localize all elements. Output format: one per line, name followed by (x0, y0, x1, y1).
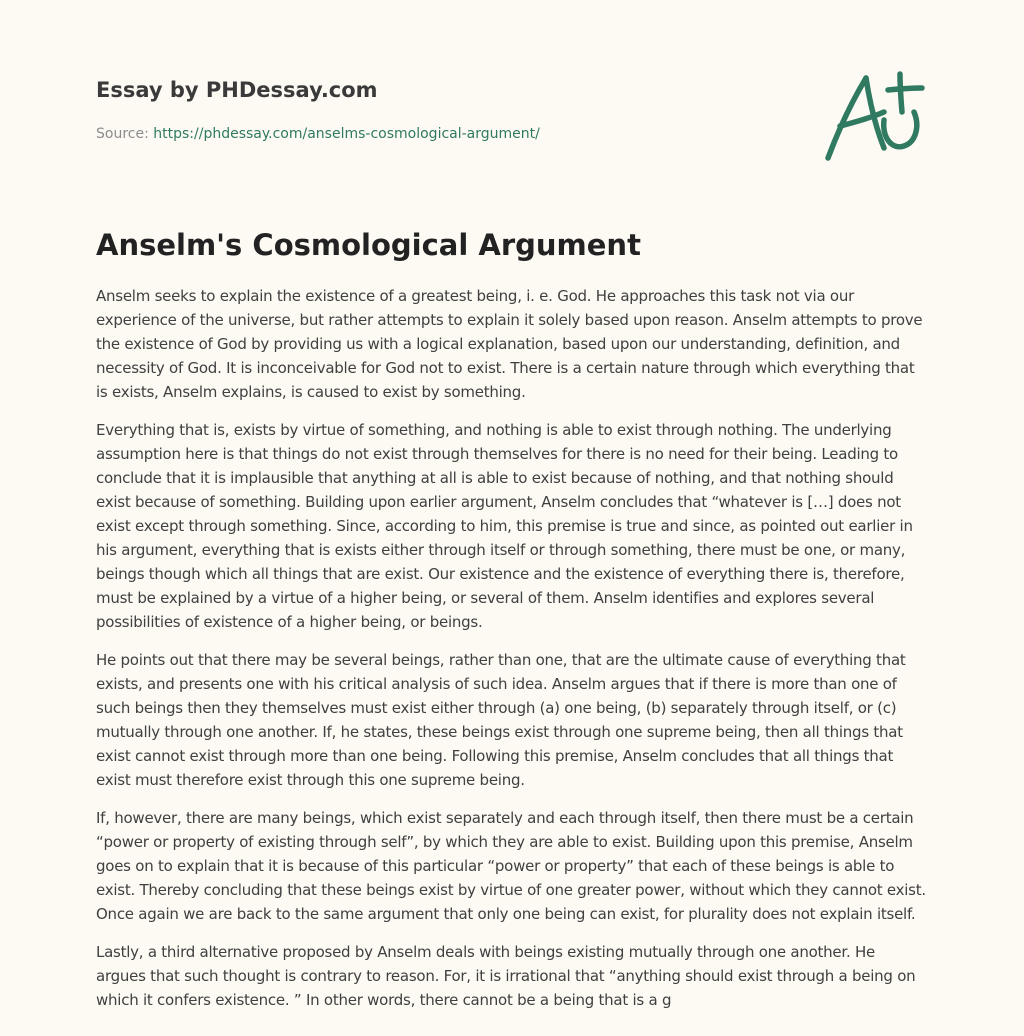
source-link[interactable]: https://phdessay.com/anselms-cosmological-argument/ (153, 126, 540, 142)
essay-body (96, 284, 928, 1036)
site-header (96, 76, 796, 144)
source-label: Source: (96, 126, 154, 142)
essay-title: Anselm's Cosmological Argument (96, 228, 641, 262)
a-plus-grade-icon (818, 66, 928, 166)
essay-paragraph: Everything that is, exists by virtue of something, and nothing is able to exist through nothing. The underlying assumption here is that things do not exist through themselves for there is no need for their being. Leading to conclude that it is implausible that anything at all is able to exist because of nothing, and that nothing should exist because of something. Building upon earlier argument, Anselm concludes that “whatever is […] does not exist except through something. Since, according to him, this premise is true and since, as pointed out earlier in his argument, everything that is exists either through itself or through something, there must be one, or many, beings though which all things that are exist. Our existence and the existence of everything there is, therefore, must be explained by a virtue of a higher being, or several of them. Anselm identifies and explores several possibilities of existence of a higher being, or beings. (96, 421, 913, 631)
essay-paragraph: Anselm seeks to explain the existence of a greatest being, i. e. God. He approaches this task not via our experience of the universe, but rather attempts to explain it solely based upon reason. Anselm attempts to prove the existence of God by providing us with a logical explanation, based upon our understanding, definition, and necessity of God. It is inconceivable for God not to exist. There is a certain nature through which everything that is exists, Anselm explains, is caused to exist by something. (96, 287, 923, 401)
essay-paragraph: He points out that there may be several beings, rather than one, that are the ultimate cause of everything that exists, and presents one with his critical analysis of such idea. Anselm argues that if there is more than one of such beings then they themselves must exist either through (a) one being, (b) separately through itself, or (c) mutually through one another. If, he states, these beings exist through one supreme being, then all things that exist cannot exist through more than one being. Following this premise, Anselm concludes that all things that exist must therefore exist through this one supreme being. (96, 651, 906, 789)
source-line (96, 124, 796, 144)
essay-paragraph: If, however, there are many beings, which exist separately and each through itself, then there must be a certain “power or property of existing through self”, by which they are able to exist. Building upon this premise, Anselm goes on to explain that it is because of this particular “power or property” that each of these beings is able to exist. Thereby concluding that these beings exist by virtue of one greater power, without which they cannot exist. Once again we are back to the same argument that only one being can exist, for plurality does not explain itself. (96, 809, 926, 923)
site-brand: Essay by PHDessay.com (96, 78, 378, 102)
essay-paragraph: Lastly, a third alternative proposed by Anselm deals with beings existing mutually through one another. He argues that such thought is contrary to reason. For, it is irrational that “anything should exist through a being on which it confers existence. ” In other words, there cannot be a being that is a g (96, 943, 916, 1009)
